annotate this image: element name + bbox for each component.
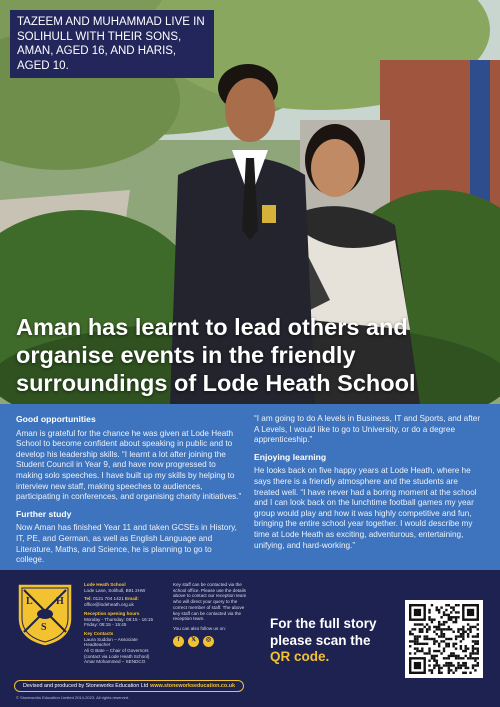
photo-caption: TAZEEM AND MUHAMMAD LIVE IN SOLIHULL WITH THEIR SONS, AMAN, AGED 16, AND HARIS, AGED 10. <box>10 10 214 78</box>
heading-enjoying-learning: Enjoying learning <box>254 451 327 462</box>
qr-code-icon <box>409 604 479 674</box>
hours-heading: Reception opening hours <box>84 610 140 616</box>
devised-by-bar <box>14 680 244 692</box>
crest-letter: L <box>26 596 33 607</box>
school-name: Lode Heath School <box>84 582 126 587</box>
qr-call-to-action: For the full story please scan the QR code. <box>270 616 377 664</box>
devised-url-link[interactable]: www.stoneworkseducation.co.uk <box>150 683 235 689</box>
headline: Aman has learnt to lead others and organise events in the friendly surroundings of Lode Heath School <box>16 314 416 396</box>
hours-weekdays: Monday - Thursday: 08:15 - 16:15 <box>84 616 154 622</box>
article-body <box>0 404 500 570</box>
paragraph: “I am going to do A levels in Business, IT and Sports, and after A Levels, I would like to go to University, or do a degree apprenticeship.” <box>254 414 481 445</box>
contacts-heading: Key Contacts <box>84 630 114 636</box>
school-contact-info <box>84 582 164 665</box>
heading-good-opportunities: Good opportunities <box>16 414 96 424</box>
contact-item: Amar Mohammed – SENDCO <box>84 659 146 665</box>
article-column-right <box>254 414 484 570</box>
crest-letter: S <box>41 622 47 633</box>
school-address: Lode Lane, Solihull, B91 2HW <box>84 587 146 593</box>
staff-note: Key staff can be contacted via the school office. Please use the details above to contact our reception team who will direct your query to the correct member of staff. The above key staff can be contacted via the reception team. <box>173 582 247 622</box>
qr-code[interactable] <box>405 600 483 678</box>
copyright: © Stoneworks Education Limited 2014-2023. All rights reserved. <box>16 695 130 700</box>
devised-text: Devised and produced by Stoneworks Education Ltd <box>23 683 149 689</box>
footer <box>0 570 500 707</box>
hours-friday: Friday: 08:15 - 15:45 <box>84 622 127 628</box>
contact-item: Laura Suddon – Associate Headteacher <box>84 636 138 648</box>
school-phone-email: Tel: 0121 704 1421 Email: office@lodeheath.org.uk <box>84 596 139 608</box>
social-links <box>173 636 251 647</box>
article-column-left <box>16 414 242 570</box>
email-link[interactable]: office@lodeheath.org.uk <box>84 602 134 608</box>
x-twitter-icon[interactable]: 𝕏 <box>188 636 199 647</box>
staff-note-block <box>173 582 251 647</box>
paragraph: Now Aman has finished Year 11 and taken GCSEs in History, IT, PE, and German, as well as English Language and Literature, Maths, and Science, he is planning to go to college. <box>16 523 237 565</box>
heading-further-study: Further study <box>16 508 72 519</box>
paragraph: He looks back on five happy years at Lode Heath, where he says there is a friendly atmosphere and the students are treated well. “I have never had a boring moment at the school and I can look back on the lunchtime football games my year group would play and how it was highly competitive and fun, bringing the entire school year together. I would describe my time at Lode Heath as exciting, adventurous, entertaining, unifying, and hard-working.” <box>254 466 477 550</box>
contact-item: Ali G Bate – Chair of Governors (contact via Lode Heath School) <box>84 648 150 659</box>
crest-letter: H <box>56 596 64 607</box>
school-crest-icon <box>16 582 74 648</box>
follow-label: You can also follow us on: <box>173 625 226 631</box>
facebook-icon[interactable]: f <box>173 636 184 647</box>
instagram-icon[interactable]: ◎ <box>203 636 214 647</box>
paragraph: Aman is grateful for the chance he was given at Lode Heath School to become confident about speaking in public and to develop his leadership skills. “I learnt a lot after joining the Student Council in Year 9, and have now progressed to making solo speeches. I have built up my skills by helping to interview new staff, making speeches to audiences, participating in conferences, and organising charity initiatives.” <box>16 428 242 502</box>
